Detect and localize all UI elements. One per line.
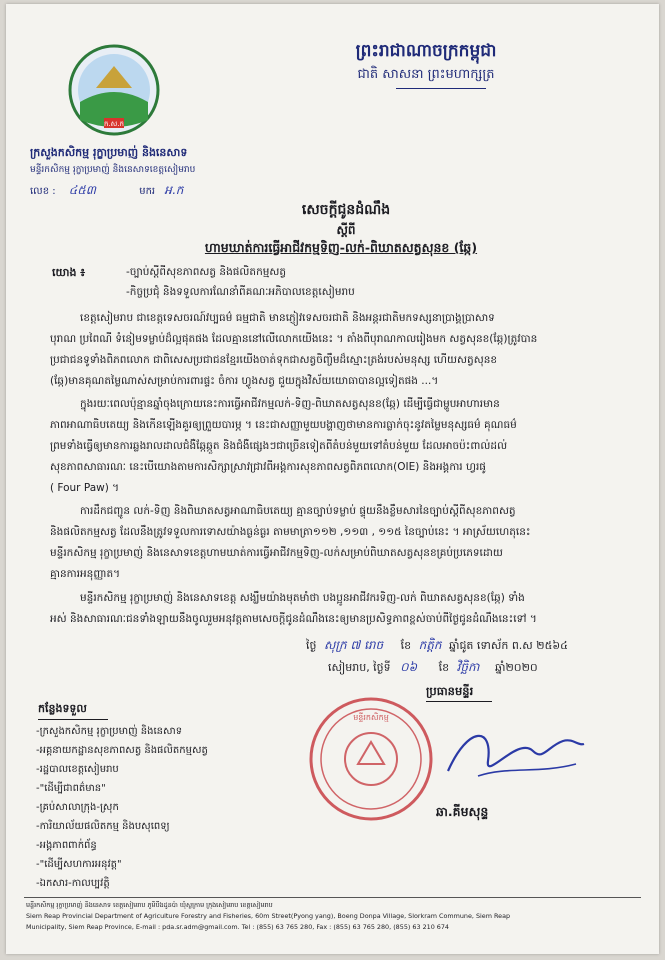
- recipient-item: -"ដើម្បីជាពត៌មាន": [36, 783, 106, 794]
- number-label: លេខ :: [30, 186, 56, 197]
- recipient-item: -រដ្ឋបាលខេត្តសៀមរាប: [36, 764, 119, 775]
- year-text: ឆ្នាំ២០២០: [494, 661, 538, 674]
- official-seal: [306, 694, 436, 824]
- paragraph-line: បុរាណ ប្រពៃណី ទំនៀមទម្លាប់ដ៏ល្អផុតផង ដែលគ្មាននៅលើលោកយើងនេះ ។ តាំងពីបុរាណកាលរៀងមក សត្វសុនខ(ឆ្កែ)ត្រូវបាន: [50, 333, 538, 345]
- recipient-item: -ការិយាល័យផលិតកម្ម និងបសុពេទ្យ: [36, 821, 170, 832]
- month-handwritten: វិច្ឆិកា: [456, 660, 480, 674]
- paragraph-line: ប្រជាជនទូទាំងពិភពលោក ជាពិសេសប្រជាជនខ្មែរយើងចាត់ទុកជាសត្វចិញ្ចឹមដ៏ស្មោះត្រង់របស់មនុស្ស ហើយសត្វសុនខ: [50, 354, 498, 366]
- paragraph-line: ក្នុងរយៈពេលប៉ុន្មានឆ្នាំចុងក្រោយនេះការធ្វើអាជីវកម្មលក់-ទិញ-ពិឃាតសត្វសុនខ(ឆ្កែ) ដើម្បីធ្វើជាម្ហូបអាហារមាន: [80, 398, 500, 410]
- ministry-name: ក្រសួងកសិកម្ម រុក្ខាប្រមាញ់ និងនេសាទ: [30, 146, 188, 159]
- recipient-item: -ក្រសួងកសិកម្ម រុក្ខាប្រមាញ់ និងនេសាទ: [36, 726, 183, 737]
- kingdom-heading: ព្រះរាជាណាចក្រកម្ពុជា: [355, 41, 497, 61]
- signatory-name: ឆា.គីមសុន្ទ: [436, 804, 489, 819]
- paragraph-line: អស់ និងសាធារណៈជនទាំងឡាយនឹងចូលរួមអនុវត្តតាមសេចក្តីជូនដំណឹងនេះឲ្យមានប្រសិទ្ធភាពខ្ពស់ចាប់ពីថ្ងៃជូនដំណឹងនេះទៅ ។: [50, 613, 537, 625]
- lunar-date: [306, 637, 646, 655]
- references-label: យោង ៖: [52, 266, 86, 279]
- day-handwritten: ០៦: [400, 660, 418, 674]
- footer-address-khmer: មន្ទីរកសិកម្ម រុក្ខាប្រមាញ់ និងនេសាទ ខេត្តសៀមរាប ភូមិបឹងដូនប៉ា ឃុំស្លក្រាម ក្រុងសៀមរាប ខេត្តសៀមរាប: [26, 901, 273, 909]
- regarding-label: ស្តីពី: [336, 223, 356, 237]
- body-paragraph: [50, 588, 636, 630]
- reference-item: -កិច្ចប្រជុំ និងទទួលការណែនាំពីគណៈអភិបាលខេត្តសៀមរាប: [126, 286, 355, 298]
- body-paragraph: [50, 394, 636, 499]
- paragraph-line: គ្មានការអនុញ្ញាត។: [50, 568, 121, 580]
- footer-contact: Municipality, Siem Reap Province, E-mail : pda.sr.adm@gmail.com. Tel : (855) 63 765 280, Fax : (855) 63 765 280, (855) 63 210 674: [26, 923, 449, 931]
- footer-divider: [24, 897, 641, 898]
- seal-text: មន្ទីរកសិកម្ម: [353, 713, 389, 722]
- recipient-item: -អគ្គនាយកដ្ឋានសុខភាពសត្វ និងផលិតកម្មសត្វ: [36, 745, 208, 756]
- code-label: មករ: [139, 186, 156, 197]
- paragraph-line: ព្រមទាំងធ្វើឲ្យមានការឆ្លងរាលដាលជំងឺឆ្កែឆ្កួត និងជំងឺផ្សេងៗជាច្រើនទៀតពីតំបន់មួយទៅតំបន់មួយ ដែលអាចប៉ះពាល់ដល់: [50, 440, 508, 452]
- department-name: មន្ទីរកសិកម្ម រុក្ខាប្រមាញ់ និងនេសាទខេត្តសៀមរាប: [30, 165, 196, 175]
- lunar-year: ឆ្នាំជូត ទោស័ក ព.ស ២៥៦៤: [448, 639, 568, 652]
- recipient-item: -"ដើម្បីសហការអនុវត្ត": [36, 859, 122, 870]
- paragraph-line: មន្ទីរកសិកម្ម រុក្ខាប្រមាញ់ និងនេសាទខេត្ត សង្ឃឹមយ៉ាងមុតមាំថា បងប្អូនអាជីវករទិញ-លក់ ពិឃាតសត្វសុនខ(ឆ្កែ) ទាំង: [80, 592, 525, 604]
- place-date: [328, 659, 648, 677]
- motto-ornament: [396, 88, 486, 89]
- recipients-label: កន្លែងទទួល: [38, 702, 87, 715]
- lunar-month-prefix: ខែ: [400, 639, 412, 652]
- logo-text: ក.ស.ក: [103, 120, 125, 128]
- number-value: ៤៥៣: [68, 183, 97, 197]
- national-motto: ជាតិ សាសនា ព្រះមហាក្សត្រ: [357, 67, 495, 82]
- paragraph-line: សុខភាពសាធារណៈ នេះបើយោងតាមការសិក្សាស្រាវជ្រាវពីអង្គការសុខភាពសត្វពិភពលោក(OIE) និងអង្គការ ហ្វរផូ: [50, 461, 486, 473]
- recipient-item: -ឯកសារ-កាលប្បវត្តិ: [36, 878, 110, 889]
- notice-title: សេចក្តីជូនដំណឹង: [301, 202, 391, 218]
- body-paragraph: [50, 501, 636, 585]
- reference-item: -ច្បាប់ស្តីពីសុខភាពសត្វ និងផលិតកម្មសត្វ: [126, 266, 287, 278]
- paragraph-line: ( Four Paw) ។: [50, 482, 120, 494]
- code-value: អ.ក: [164, 183, 184, 197]
- lunar-day-handwritten: សុក្រ ៧ រោច: [323, 638, 384, 652]
- document-page: [6, 4, 659, 954]
- footer-address-english: Siem Reap Provincial Department of Agriculture Forestry and Fisheries, 60m Street(Pyong yang), Boeng Donpa Village, Slorkram Commune, Siem Reap: [26, 912, 511, 920]
- reference-number: [30, 182, 270, 200]
- recipient-item: -គ្រប់សាលាក្រុង-ស្រុក: [36, 802, 119, 813]
- body-paragraph: [50, 308, 636, 392]
- handwritten-signature: [438, 716, 588, 796]
- paragraph-line: និងផលិតកម្មសត្វ ដែលនឹងត្រូវទទួលការទោសយ៉ាងធ្ងន់ធ្ងរ តាមមាត្រា១១២ ,១១៣ , ១១៥ នៃច្បាប់នេះ ។ អាស្រ័យហេតុនេះ: [50, 526, 531, 538]
- place-date-prefix: សៀមរាប, ថ្ងៃទី: [328, 661, 391, 674]
- month-prefix: ខែ: [438, 661, 450, 674]
- signatory-title: ប្រធានមន្ទីរ: [426, 684, 474, 698]
- paragraph-line: មន្ទីរកសិកម្ម រុក្ខាប្រមាញ់ និងនេសាទខេត្តហាមឃាត់ការធ្វើអាជីវកម្មទិញ-លក់សម្រាប់ពិឃាតសត្វសុនខគ្រប់ប្រភេទដោយ: [50, 547, 503, 559]
- lunar-month-handwritten: កត្តិក: [418, 638, 442, 652]
- recipients-underline: [38, 719, 108, 720]
- paragraph-line: (ឆ្កែ)មានគុណតម្លៃណាស់សម្រាប់ការពារផ្ទះ ចំការ ហ្វូងសត្វ ជួយក្នុងវិស័យយោធាបានល្អទៀតផង ...។: [50, 375, 439, 387]
- paragraph-line: ខេត្តសៀមរាប ជាខេត្តទេសចរណ៍វប្បធម៌ ធម្មជាតិ មានភ្ញៀវទេសចរជាតិ និងអន្តរជាតិមកទស្សនាប្រាង្គប្រាសាទ: [80, 312, 495, 324]
- lunar-date-prefix: ថ្ងៃ: [306, 639, 317, 652]
- paragraph-line: ការដឹកជញ្ជូន លក់-ទិញ និងពិឃាតសត្វអាណាធិបតេយ្យ គ្មានច្បាប់ទម្លាប់ ផ្ទុយនឹងខ្លឹមសារនៃច្បាប់ស្តីពីសុខភាពសត្វ: [80, 505, 516, 517]
- paragraph-line: ភាពអាណាធិបតេយ្យ និងកើនឡើងគួរឲ្យព្រួយបារម្ភ ។ នេះជាសញ្ញាមួយបង្ហាញថាមានការធ្លាក់ចុះនូវតម្លៃមនុស្សធម៌ គុណធម៌: [50, 419, 517, 431]
- notice-subject: ហាមឃាត់ការធ្វើអាជីវកម្មទិញ-លក់-ពិឃាតសត្វសុនខ (ឆ្កែ): [204, 240, 478, 255]
- recipient-item: -អង្គភាពពាក់ព័ន្ធ: [36, 840, 97, 851]
- ministry-logo: [66, 42, 162, 138]
